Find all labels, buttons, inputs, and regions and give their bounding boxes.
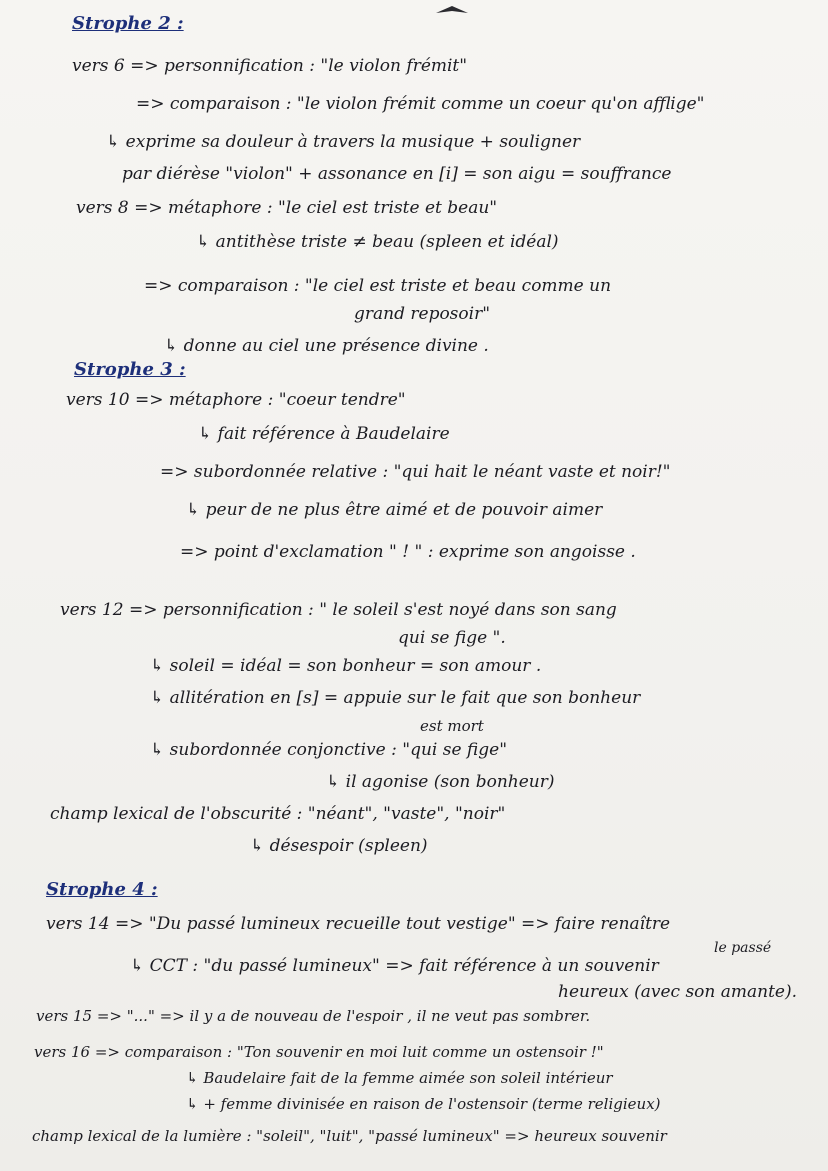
- note-line: est mort: [420, 717, 484, 735]
- note-line: grand reposoir": [354, 304, 491, 324]
- note-line: ↳ antithèse triste ≠ beau (spleen et idéal): [196, 232, 559, 252]
- note-line: ↳ il agonise (son bonheur): [326, 772, 555, 792]
- note-line: ↳ Baudelaire fait de la femme aimée son soleil intérieur: [186, 1069, 613, 1087]
- note-line: => comparaison : "le ciel est triste et beau comme un: [144, 276, 612, 296]
- note-line: vers 10 => métaphore : "coeur tendre": [66, 390, 406, 410]
- note-line: ↳ soleil = idéal = son bonheur = son amour .: [150, 656, 542, 676]
- note-line: vers 12 => personnification : " le soleil s'est noyé dans son sang: [60, 600, 617, 620]
- note-line: heureux (avec son amante).: [558, 982, 798, 1002]
- note-line: vers 8 => métaphore : "le ciel est triste et beau": [76, 198, 498, 218]
- note-line: ↳ CCT : "du passé lumineux" => fait référence à un souvenir: [130, 956, 659, 976]
- note-line: vers 14 => "Du passé lumineux recueille tout vestige" => faire renaître: [46, 914, 671, 934]
- note-line: vers 6 => personnification : "le violon frémit": [72, 56, 468, 76]
- note-line: ↳ fait référence à Baudelaire: [198, 424, 450, 444]
- note-line: => subordonnée relative : "qui hait le néant vaste et noir!": [160, 462, 671, 482]
- note-line: ↳ donne au ciel une présence divine .: [164, 336, 489, 356]
- note-line: qui se fige ".: [398, 628, 506, 648]
- note-line: ↳ exprime sa douleur à travers la musique + souligner: [106, 132, 581, 152]
- heading-strophe-4: Strophe 4 :: [46, 879, 158, 900]
- note-line: ↳ allitération en [s] = appuie sur le fait que son bonheur: [150, 688, 641, 708]
- note-line: le passé: [714, 940, 772, 956]
- note-line: ↳ désespoir (spleen): [250, 836, 428, 856]
- note-line: champ lexical de l'obscurité : "néant", "vaste", "noir": [50, 804, 506, 824]
- note-line: vers 15 => "..." => il y a de nouveau de l'espoir , il ne veut pas sombrer.: [36, 1007, 591, 1025]
- note-line: ↳ + femme divinisée en raison de l'ostensoir (terme religieux): [186, 1095, 661, 1113]
- heading-strophe-2: Strophe 2 :: [72, 13, 184, 34]
- note-line: champ lexical de la lumière : "soleil", "luit", "passé lumineux" => heureux souvenir: [32, 1127, 667, 1145]
- note-line: par diérèse "violon" + assonance en [i] = son aigu = souffrance: [122, 164, 672, 184]
- note-line: => comparaison : "le violon frémit comme un coeur qu'on afflige": [136, 94, 705, 114]
- heading-strophe-3: Strophe 3 :: [74, 359, 186, 380]
- note-line: vers 16 => comparaison : "Ton souvenir en moi luit comme un ostensoir !": [34, 1043, 604, 1061]
- note-line: ↳ subordonnée conjonctive : "qui se fige": [150, 740, 508, 760]
- clip-icon: [434, 4, 470, 16]
- note-line: ↳ peur de ne plus être aimé et de pouvoir aimer: [186, 500, 603, 520]
- note-line: => point d'exclamation " ! " : exprime son angoisse .: [180, 542, 636, 562]
